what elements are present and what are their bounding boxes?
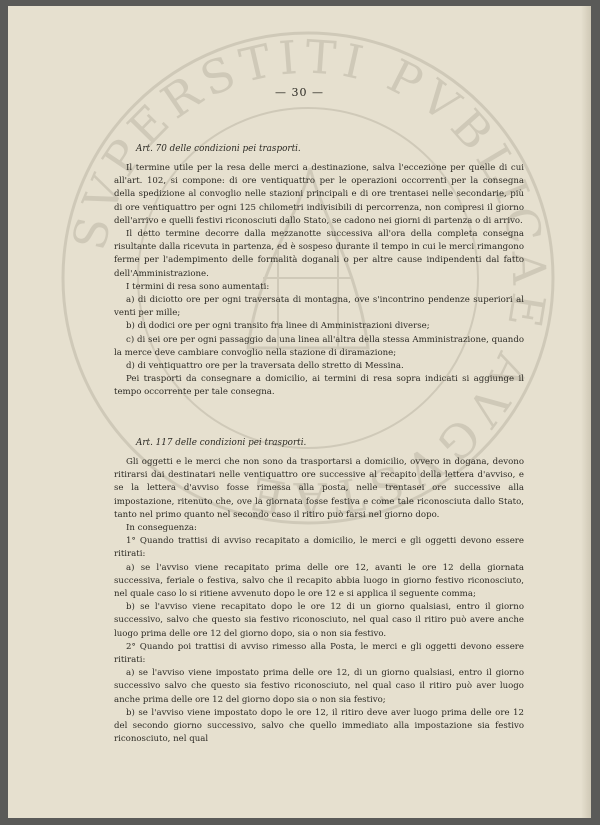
paragraph: Il termine utile per la resa delle merci a destinazione, salva l'eccezione per quelle di cui all'art. 102, si compone: di ore ventiquattro per le operazioni occorrenti per la consegna della spedizione al convoglio nelle stazioni principali e di ore trentasei nelle secondarie, più di ore ventiquattro per ogni 125 chilometri indivisibili di percorrenza, non compresi il giorno dell'arrivo e quelli festivi riconosciuti dallo Stato, se cadono nei giorni di partenza o di arrivo.: [114, 163, 524, 226]
paragraph: Il detto termine decorre dalla mezzanotte successiva all'ora della completa consegna risultante dalla ricevuta in partenza, ed è sospeso durante il tempo in cui le merci rimangono ferme per l'adempimento delle formalità doganali o per altre cause indipendenti dal fatto dell'Amministrazione.: [114, 229, 524, 279]
section-heading-art-117: Art. 117 delle condizioni pei trasporti.: [136, 438, 307, 448]
paragraph: a) di diciotto ore per ogni traversata di montagna, ove s'incontrino pendenze superiori al venti per mille;: [114, 295, 524, 319]
paragraph: I termini di resa sono aumentati:: [126, 281, 270, 292]
page-number: — 30 —: [275, 86, 324, 99]
page-content: [8, 6, 591, 818]
section-art-117: [114, 456, 524, 746]
paragraph: c) di sei ore per ogni passaggio da una linea all'altra della stessa Amministrazione, quando la merce deve cambiare convoglio nella stazione di diramazione;: [114, 334, 524, 358]
paragraph: 1° Quando trattisi di avviso recapitato a domicilio, le merci e gli oggetti devono essere ritirati:: [114, 536, 524, 560]
paragraph: b) se l'avviso viene recapitato dopo le ore 12 di un giorno qualsiasi, entro il giorno successivo, salvo che questo sia festivo riconosciuto, nel qual caso il ritiro può avere anche luogo prima delle ore 12 del giorno dopo, sia o non sia festivo.: [114, 602, 524, 639]
section-art-70: [114, 162, 524, 400]
paragraph: Pei trasporti da consegnare a domicilio, ai termini di resa sopra indicati si aggiunge il tempo occorrente per tale consegna.: [114, 374, 524, 398]
document-page: [8, 6, 591, 818]
svg-text:SVPERSTITI PVBLICAE AVGVSTAE: SVPERSTITI PVBLICAE AVGVSTAE: [61, 29, 557, 527]
paragraph: d) di ventiquattro ore per la traversata dello stretto di Messina.: [126, 361, 404, 372]
paragraph: a) se l'avviso viene impostato prima delle ore 12, di un giorno qualsiasi, entro il giorno successivo salvo che questo sia festivo riconosciuto, nel qual caso il ritiro può aver luogo anche prima delle ore 12 del giorno dopo sia o non sia festivo;: [114, 668, 524, 705]
paragraph: b) se l'avviso viene impostato dopo le ore 12, il ritiro deve aver luogo prima delle ore 12 del secondo giorno successivo, salvo che quello immediato alla impostazione sia festivo riconosciuto, nel qual: [114, 707, 524, 745]
paragraph: In conseguenza:: [126, 523, 197, 534]
paragraph: b) di dodici ore per ogni transito fra linee di Amministrazioni diverse;: [126, 321, 430, 332]
paragraph: Gli oggetti e le merci che non sono da trasportarsi a domicilio, ovvero in dogana, devono ritirarsi dai destinatari nelle ventiquattro ore successive al recapito della lettera d'avviso, e se la lettera d'avviso fosse rimessa alla posta, nelle trentasei ore successive alla impostazione, ritenuto che, ove la giornata fosse festiva e come tale riconosciuta dallo Stato, tanto nel primo quanto nel secondo caso il ritiro può farsi nel giorno dopo.: [114, 457, 524, 520]
paragraph: 2° Quando poi trattisi di avviso rimesso alla Posta, le merci e gli oggetti devono essere ritirati:: [114, 641, 524, 666]
section-heading-art-70: Art. 70 delle condizioni pei trasporti.: [136, 144, 301, 154]
paragraph: a) se l'avviso viene recapitato prima delle ore 12, avanti le ore 12 della giornata successiva, feriale o festiva, salvo che il recapito abbia luogo in giorno festivo riconosciuto, nel quale caso lo si ritiene avvenuto dopo le ore 12 e si applica il seguente comma;: [114, 562, 524, 600]
